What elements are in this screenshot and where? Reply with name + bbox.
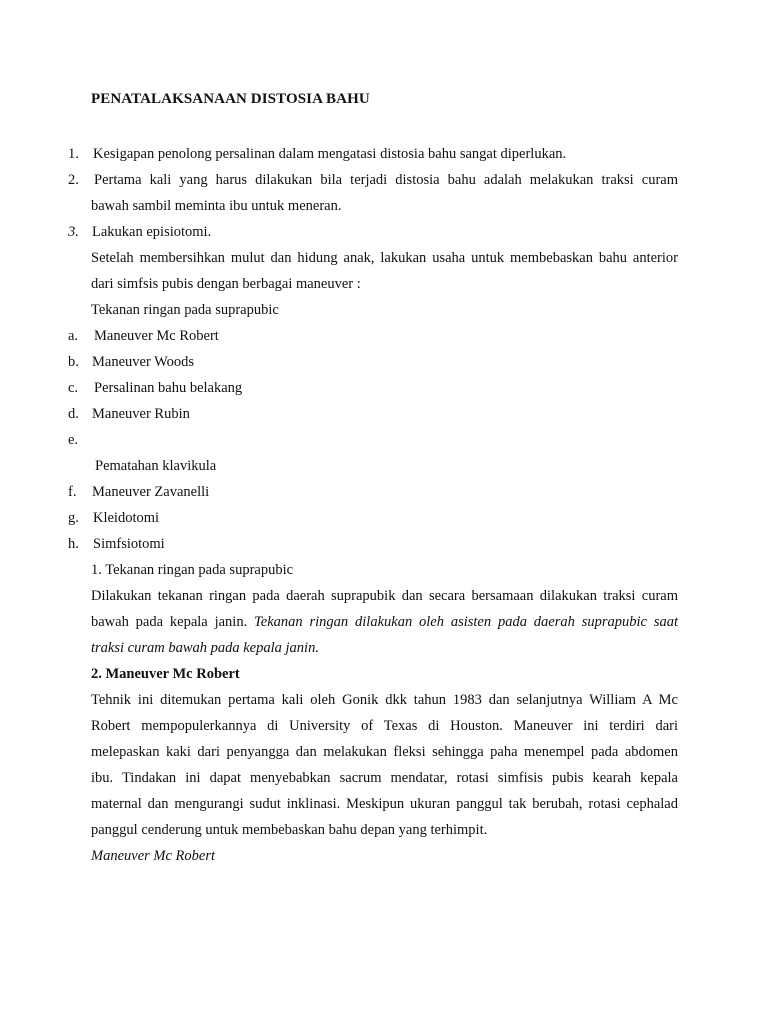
- item-number: 1.: [68, 146, 79, 162]
- paragraph-text: Tehnik ini ditemukan pertama kali oleh Gonik dkk tahun 1983 dan selanjutnya William A Mc: [91, 692, 678, 708]
- item-number: 3.: [68, 224, 79, 240]
- paragraph-text: melepaskan kaki dari penyangga dan melakukan fleksi sehingga paha menempel pada abdomen: [91, 744, 678, 760]
- section-heading-text: 2. Maneuver Mc Robert: [91, 666, 240, 682]
- item-text: Maneuver Rubin: [92, 406, 190, 422]
- item-text: Kleidotomi: [93, 510, 160, 526]
- item-text-line: Pertama kali yang harus dilakukan bila terjadi distosia bahu adalah melakukan traksi curam: [94, 172, 678, 188]
- item-letter: h.: [68, 536, 79, 552]
- item-letter: e.: [68, 432, 79, 448]
- item-text: Maneuver Zavanelli: [92, 484, 210, 500]
- item-text: Simfsiotomi: [93, 536, 165, 552]
- paragraph-text: [91, 613, 678, 631]
- item-text: Maneuver Mc Robert: [94, 328, 219, 344]
- paragraph-normal-segment: bawah pada kepala janin.: [91, 614, 255, 630]
- item-letter: g.: [68, 510, 79, 526]
- item-text: Maneuver Woods: [92, 354, 195, 370]
- item-text: Pematahan klavikula: [95, 458, 217, 474]
- item-text: Lakukan episiotomi.: [92, 224, 212, 240]
- item-letter: a.: [68, 328, 79, 344]
- paragraph-text: dari simfsis pubis dengan berbagai maneuver :: [91, 276, 361, 292]
- section-heading-text: 1. Tekanan ringan pada suprapubic: [91, 562, 294, 578]
- paragraph-text: Robert mempopulerkannya di University of Texas di Houston. Maneuver ini terdiri dari: [91, 718, 678, 734]
- item-text: Kesigapan penolong persalinan dalam mengatasi distosia bahu sangat diperlukan.: [93, 146, 567, 162]
- paragraph-text: traksi curam bawah pada kepala janin.: [91, 640, 319, 656]
- caption-text: Maneuver Mc Robert: [91, 848, 216, 864]
- paragraph-text: ibu. Tindakan ini dapat menyebabkan sacrum mendatar, rotasi simfisis pubis kearah kepala: [91, 770, 678, 786]
- paragraph-text: Dilakukan tekanan ringan pada daerah suprapubik dan secara bersamaan dilakukan traksi curam: [91, 588, 678, 604]
- document-title: PENATALAKSANAAN DISTOSIA BAHU: [91, 91, 370, 107]
- item-letter: d.: [68, 406, 79, 422]
- item-letter: f.: [68, 484, 77, 500]
- item-letter: c.: [68, 380, 79, 396]
- item-letter: b.: [68, 354, 79, 370]
- paragraph-text: maternal dan mengurangi sudut inklinasi. Meskipun ukuran panggul tak berubah, rotasi cephalad: [91, 796, 678, 812]
- paragraph-italic-segment: Tekanan ringan dilakukan oleh asisten pada daerah suprapubic saat: [254, 614, 678, 630]
- item-text-line: bawah sambil meminta ibu untuk meneran.: [91, 198, 342, 214]
- item-text: Persalinan bahu belakang: [94, 380, 243, 396]
- paragraph-text: panggul cenderung untuk membebaskan bahu depan yang terhimpit.: [91, 822, 488, 838]
- item-number: 2.: [68, 172, 79, 188]
- paragraph-text: Setelah membersihkan mulut dan hidung anak, lakukan usaha untuk membebaskan bahu anterior: [91, 250, 678, 266]
- paragraph-text: Tekanan ringan pada suprapubic: [91, 302, 279, 318]
